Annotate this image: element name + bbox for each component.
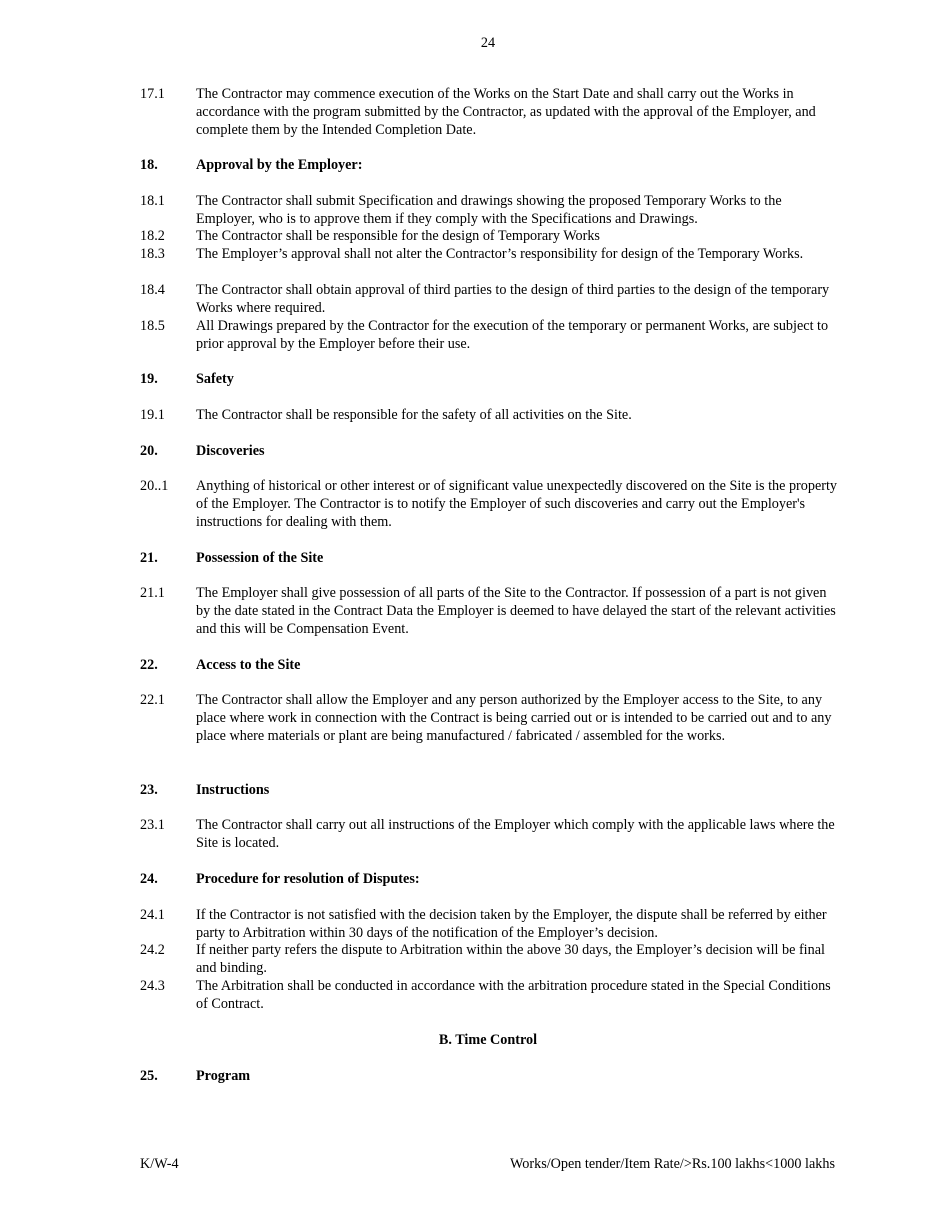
clause-number: 18.2 <box>140 228 165 244</box>
clause-text: The Arbitration shall be conducted in accordance with the arbitration procedure stated in the Special Conditions of Contract. <box>196 978 831 1012</box>
clause-number: 20..1 <box>140 478 169 494</box>
clause-number: 22.1 <box>140 692 165 708</box>
clause-text: The Contractor shall allow the Employer and any person authorized by the Employer access to the Site, to any place where work in connection with the Contract is being carried out or is intended to be carried out and to any place where materials or plant are being manufactured / fabricated / assembled for the works. <box>196 692 832 744</box>
heading-number: 18. <box>140 157 158 173</box>
heading-number: 20. <box>140 443 158 459</box>
clause-text: The Contractor shall obtain approval of third parties to the design of third parties to the design of the temporary Works where required. <box>196 282 830 316</box>
clause-number: 24.3 <box>140 978 165 994</box>
clause-text: The Employer’s approval shall not alter the Contractor’s responsibility for design of the Temporary Works. <box>196 246 804 262</box>
clause-text: The Contractor shall carry out all instructions of the Employer which comply with the applicable laws where the Site is located. <box>196 817 835 851</box>
clause-number: 18.4 <box>140 282 165 298</box>
clause-number: 19.1 <box>140 407 165 423</box>
clause-text: The Employer shall give possession of all parts of the Site to the Contractor. If possession of a part is not given by the date stated in the Contract Data the Employer is deemed to have delayed the start of the relevant activities and this will be Compensation Event. <box>196 585 836 637</box>
clause-number: 24.1 <box>140 907 165 923</box>
clause-number: 18.5 <box>140 318 165 334</box>
clause-text: Anything of historical or other interest or of significant value unexpectedly discovered on the Site is the property of the Employer. The Contractor is to notify the Employer of such discoveries and carry out the Employer's instructions for dealing with them. <box>196 478 838 530</box>
heading-text: Safety <box>196 371 234 387</box>
clause-number: 18.1 <box>140 193 165 209</box>
clause-number: 21.1 <box>140 585 165 601</box>
clause-number: 17.1 <box>140 86 165 102</box>
clause-text: If the Contractor is not satisfied with the decision taken by the Employer, the dispute shall be referred by either party to Arbitration within 30 days of the notification of the Employer’s decision. <box>196 907 827 941</box>
heading-number: 23. <box>140 782 158 798</box>
footer-document-code: K/W-4 <box>140 1156 179 1172</box>
clause-text: The Contractor shall be responsible for the safety of all activities on the Site. <box>196 407 632 423</box>
clause-number: 23.1 <box>140 817 165 833</box>
clause-text: The Contractor shall be responsible for the design of Temporary Works <box>196 228 600 244</box>
clause-text: The Contractor shall submit Specification and drawings showing the proposed Temporary Works to the Employer, who is to approve them if they comply with the Specifications and Drawings. <box>196 193 782 227</box>
footer-tender-info: Works/Open tender/Item Rate/>Rs.100 lakhs<1000 lakhs <box>510 1156 835 1172</box>
clause-number: 18.3 <box>140 246 165 262</box>
heading-number: 24. <box>140 871 158 887</box>
heading-text: Approval by the Employer: <box>196 157 363 173</box>
heading-text: Instructions <box>196 782 270 798</box>
section-title-time-control: B. Time Control <box>438 1032 538 1048</box>
heading-number: 25. <box>140 1068 158 1084</box>
heading-text: Program <box>196 1068 251 1084</box>
page-number: 24 <box>480 35 496 51</box>
heading-number: 19. <box>140 371 158 387</box>
clause-text: If neither party refers the dispute to Arbitration within the above 30 days, the Employer’s decision will be final and binding. <box>196 942 825 976</box>
heading-number: 21. <box>140 550 158 566</box>
heading-text: Possession of the Site <box>196 550 324 566</box>
clause-text: The Contractor may commence execution of the Works on the Start Date and shall carry out the Works in accordance with the program submitted by the Contractor, as updated with the approval of the Employer, and complete them by the Intended Completion Date. <box>196 86 816 138</box>
clause-text: All Drawings prepared by the Contractor for the execution of the temporary or permanent Works, are subject to prior approval by the Employer before their use. <box>196 318 829 352</box>
heading-text: Procedure for resolution of Disputes: <box>196 871 420 887</box>
heading-text: Discoveries <box>196 443 265 459</box>
heading-text: Access to the Site <box>196 657 301 673</box>
clause-number: 24.2 <box>140 942 165 958</box>
heading-number: 22. <box>140 657 158 673</box>
